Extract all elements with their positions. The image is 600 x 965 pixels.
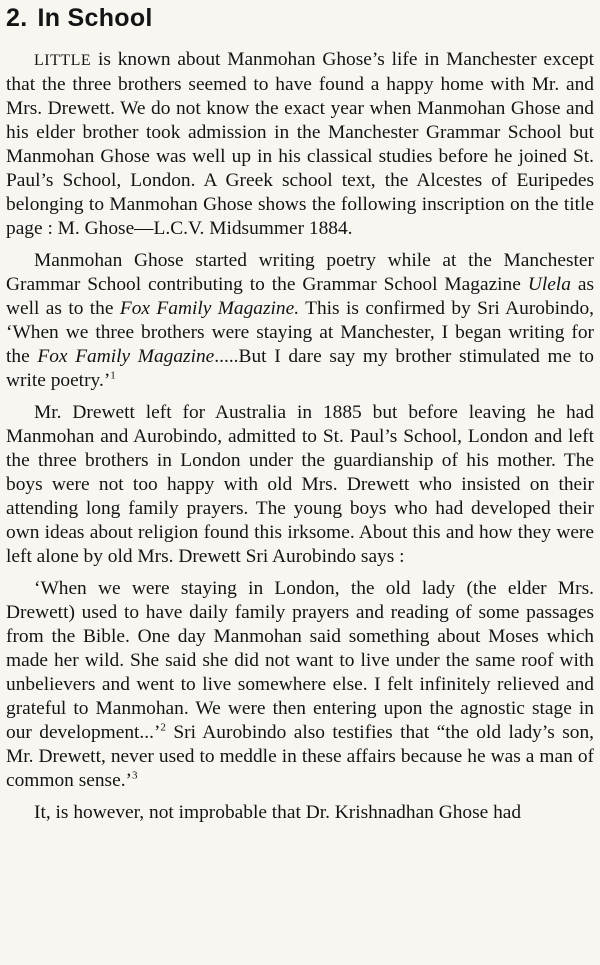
paragraph-5 [6,801,594,825]
paragraph-text: is known about Manmohan Ghose’s life in Manchester except that the three brothers seemed to have found a happy home with Mr. and Mrs. Drewett. We do not know the exact year when Manmohan Ghose and his elder brother took admission in the Manchester Grammar School but Manmohan Ghose was well up in his classical studies before he joined St. Paul’s School, London. A Greek school text, the Alcestes of Euripedes belonging to Manmohan Ghose shows the following inscription on the title page : M. Ghose—L.C.V. Midsummer 1884. [6,49,594,239]
footnote-marker: 2 [160,721,166,734]
footnote-marker: 1 [110,369,116,382]
paragraph-text: This is confirmed by Sri Aurobindo, ‘When we three brothers were staying at Manchester, I began writing for the [6,298,594,367]
footnote-marker: 3 [132,769,138,782]
paragraph-text: Sri Aurobindo also testifies that “the old lady’s son, Mr. Drewett, never used to meddle in these affairs because he was a man of common sense.’ [6,722,594,791]
chapter-number: 2. [6,4,28,32]
paragraph-2 [6,249,594,393]
magazine-title-ulela: Ulela [527,274,571,295]
paragraph-1 [6,48,594,241]
chapter-title: In School [37,4,153,32]
magazine-title-fox-family: Fox Family Magazine [37,346,215,367]
chapter-heading [6,2,594,34]
paragraph-lead-word: LITTLE [34,52,92,69]
paragraph-text: Mr. Drewett left for Australia in 1885 but before leaving he had Manmohan and Aurobindo, admitted to St. Paul’s School, London and left the three brothers in London under the guardianship of his mother. The boys were not too happy with old Mrs. Drewett who insisted on their attending long family prayers. The young boys who had developed their own ideas about religion found this irksome. About this and how they were left alone by old Mrs. Drewett Sri Aurobindo says : [6,402,594,567]
magazine-title-fox-family: Fox Family Magazine. [119,298,300,319]
paragraph-text: Manmohan Ghose started writing poetry while at the Manchester Grammar School contributing to the Grammar School Magazine [6,250,594,295]
paragraph-text: as well as to the [6,274,594,319]
paragraph-text: .....But I dare say my brother stimulated me to write poetry.’ [6,346,594,391]
paragraph-text: It, is however, not improbable that Dr. Krishnadhan Ghose had [34,802,522,823]
paragraph-3 [6,401,594,569]
paragraph-4 [6,577,594,793]
paragraph-text: ‘When we were staying in London, the old lady (the elder Mrs. Drewett) used to have daily family prayers and reading of some passages from the Bible. One day Manmohan said something about Moses which made her wild. She said she did not want to live under the same roof with unbelievers and went to live somewhere else. I felt infinitely relieved and grateful to Manmohan. We were then entering upon the agnostic stage in our development...’ [6,578,594,743]
